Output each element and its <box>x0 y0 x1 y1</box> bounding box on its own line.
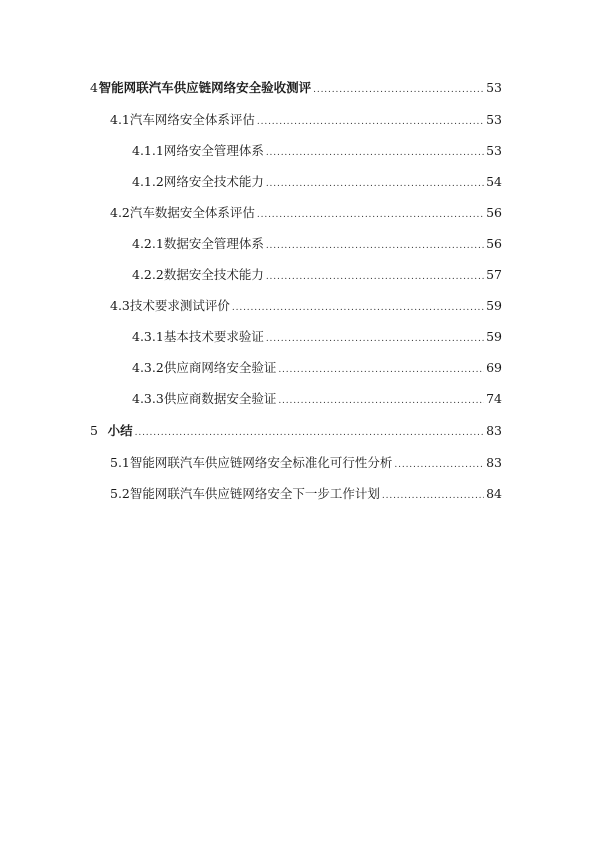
toc-entry-number: 4.1 <box>110 112 130 127</box>
toc-entry[interactable] <box>132 141 502 161</box>
toc-entry-page: 56 <box>486 205 502 220</box>
toc-entry[interactable] <box>132 265 502 285</box>
toc-entry-title: 小结 <box>107 423 133 438</box>
dot-leader <box>266 329 484 349</box>
toc-entry-number: 5.2 <box>110 486 130 501</box>
dot-leader <box>257 205 484 225</box>
dot-leader <box>257 112 484 132</box>
toc-entry[interactable] <box>110 203 502 223</box>
toc-entry-title: 智能网联汽车供应链网络安全标准化可行性分析 <box>129 455 393 470</box>
toc-entry-title: 供应商数据安全验证 <box>163 391 277 406</box>
toc-entry[interactable] <box>132 358 502 378</box>
toc-entry-page: 59 <box>486 329 502 344</box>
dot-leader <box>278 360 484 380</box>
toc-entry-title: 网络安全技术能力 <box>163 174 264 189</box>
toc-entry-page: 83 <box>486 455 502 470</box>
toc-entry[interactable] <box>110 484 502 504</box>
toc-entry[interactable] <box>90 78 502 98</box>
dot-leader <box>394 455 484 475</box>
dot-leader <box>232 298 484 318</box>
toc-entry-page: 74 <box>486 391 502 406</box>
toc-entry-title: 汽车网络安全体系评估 <box>129 112 255 127</box>
toc-entry-page: 54 <box>486 174 502 189</box>
toc-entry-page: 53 <box>486 112 502 127</box>
toc-entry-number: 5 <box>90 423 98 438</box>
toc-entry-page: 59 <box>486 298 502 313</box>
toc-entry-page: 69 <box>486 360 502 375</box>
dot-leader <box>278 391 484 411</box>
toc-entry-number: 4.1.2 <box>132 174 164 189</box>
toc-entry-page: 83 <box>486 423 502 438</box>
toc-entry-title: 供应商网络安全验证 <box>163 360 277 375</box>
dot-leader <box>266 143 484 163</box>
toc-entry-title: 数据安全管理体系 <box>163 236 264 251</box>
toc-entry-number: 4 <box>90 80 98 95</box>
toc-entry-number: 4.3.1 <box>132 329 164 344</box>
toc-entry-number: 4.3.2 <box>132 360 164 375</box>
toc-entry[interactable] <box>110 453 502 473</box>
toc-entry-title: 基本技术要求验证 <box>163 329 264 344</box>
toc-entry-number: 5.1 <box>110 455 130 470</box>
toc-entry-page: 53 <box>486 143 502 158</box>
dot-leader <box>266 267 484 287</box>
toc-entry-number: 4.2.1 <box>132 236 164 251</box>
toc-entry-title: 技术要求测试评价 <box>129 298 230 313</box>
toc-entry-page: 56 <box>486 236 502 251</box>
dot-leader <box>135 423 484 443</box>
dot-leader <box>266 174 484 194</box>
toc-entry[interactable] <box>132 172 502 192</box>
toc-entry-number: 4.2 <box>110 205 130 220</box>
toc-entry[interactable] <box>110 110 502 130</box>
dot-leader <box>313 80 484 100</box>
dot-leader <box>266 236 484 256</box>
toc-entry[interactable] <box>132 234 502 254</box>
toc-entry-number: 4.1.1 <box>132 143 164 158</box>
toc-entry-page: 53 <box>486 80 502 95</box>
toc-entry-title: 智能网联汽车供应链网络安全验收测评 <box>98 80 312 95</box>
toc-entry[interactable] <box>132 389 502 409</box>
toc-entry-title: 网络安全管理体系 <box>163 143 264 158</box>
toc-entry-page: 57 <box>486 267 502 282</box>
toc-entry[interactable] <box>132 327 502 347</box>
toc-entry[interactable] <box>110 296 502 316</box>
toc-entry-number: 4.2.2 <box>132 267 164 282</box>
dot-leader <box>382 486 484 506</box>
toc-entry-page: 84 <box>486 486 502 501</box>
toc-entry-title: 数据安全技术能力 <box>163 267 264 282</box>
toc-entry[interactable] <box>90 421 502 441</box>
toc-entry-title: 智能网联汽车供应链网络安全下一步工作计划 <box>129 486 380 501</box>
toc-entry-title: 汽车数据安全体系评估 <box>129 205 255 220</box>
toc-entry-number: 4.3 <box>110 298 130 313</box>
toc-entry-number: 4.3.3 <box>132 391 164 406</box>
